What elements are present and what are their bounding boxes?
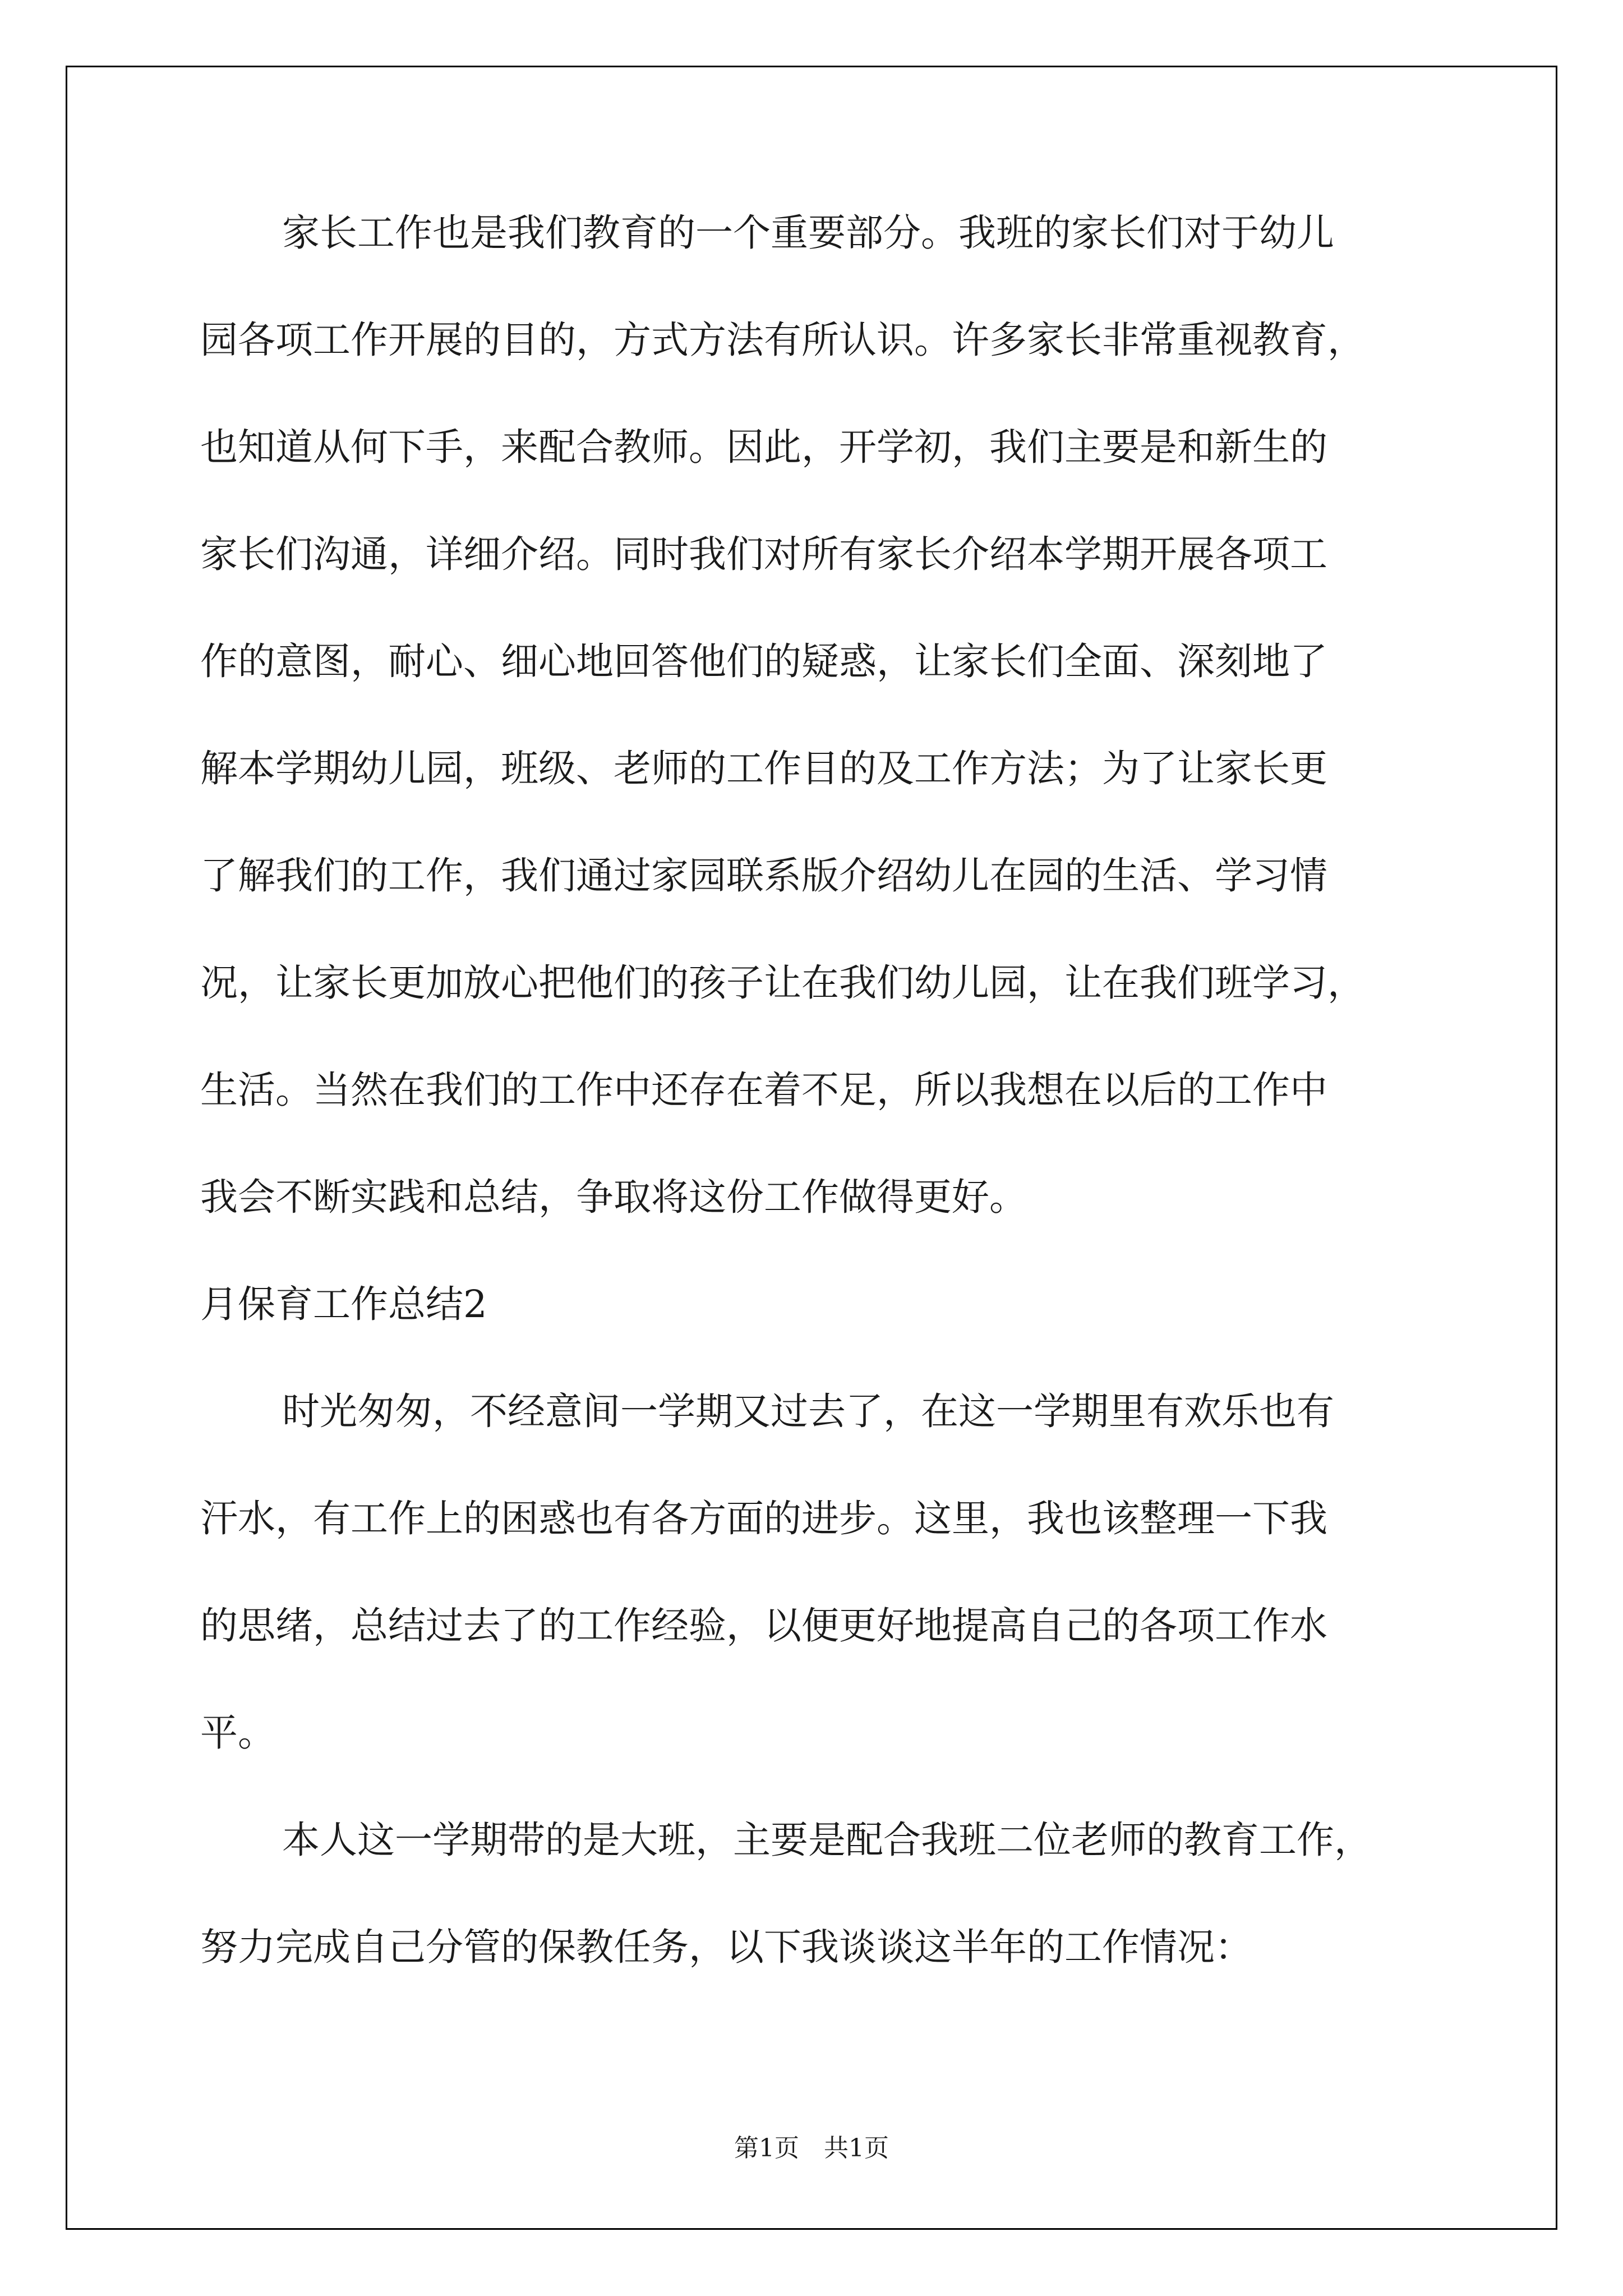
paragraph-line: 了解我们的工作，我们通过家园联系版介绍幼儿在园的生活、学习情 bbox=[200, 854, 1327, 898]
page-footer: 第1页 共1页 bbox=[734, 2134, 889, 2162]
paragraph-line: 时光匆匆，不经意间一学期又过去了，在这一学期里有欢乐也有 bbox=[282, 1389, 1334, 1433]
document-body bbox=[200, 210, 1428, 2032]
paragraph-line: 我会不断实践和总结，争取将这份工作做得更好。 bbox=[200, 1175, 1027, 1219]
paragraph-line: 平。 bbox=[200, 1711, 275, 1755]
paragraph-line: 解本学期幼儿园，班级、老师的工作目的及工作方法；为了让家长更 bbox=[200, 747, 1327, 790]
paragraph-line: 生活。当然在我们的工作中还存在着不足，所以我想在以后的工作中 bbox=[200, 1068, 1327, 1112]
paragraph-line: 况，让家长更加放心把他们的孩子让在我们幼儿园，让在我们班学习， bbox=[200, 961, 1365, 1005]
paragraph-line: 的思绪，总结过去了的工作经验，以便更好地提高自己的各项工作水 bbox=[200, 1604, 1327, 1648]
section-heading: 月保育工作总结2 bbox=[200, 1282, 487, 1326]
paragraph-line: 本人这一学期带的是大班，主要是配合我班二位老师的教育工作， bbox=[282, 1818, 1372, 1862]
paragraph-line: 汗水，有工作上的困惑也有各方面的进步。这里，我也该整理一下我 bbox=[200, 1497, 1327, 1540]
paragraph-line: 家长工作也是我们教育的一个重要部分。我班的家长们对于幼儿 bbox=[282, 211, 1334, 255]
paragraph-line: 作的意图，耐心、细心地回答他们的疑惑，让家长们全面、深刻地了 bbox=[200, 639, 1327, 683]
paragraph-line: 园各项工作开展的目的，方式方法有所认识。许多家长非常重视教育， bbox=[200, 318, 1365, 362]
paragraph-line: 努力完成自己分管的保教任务，以下我谈谈这半年的工作情况： bbox=[200, 1925, 1252, 1969]
paragraph-line: 家长们沟通，详细介绍。同时我们对所有家长介绍本学期开展各项工 bbox=[200, 532, 1327, 576]
paragraph-line: 也知道从何下手，来配合教师。因此，开学初，我们主要是和新生的 bbox=[200, 425, 1327, 469]
